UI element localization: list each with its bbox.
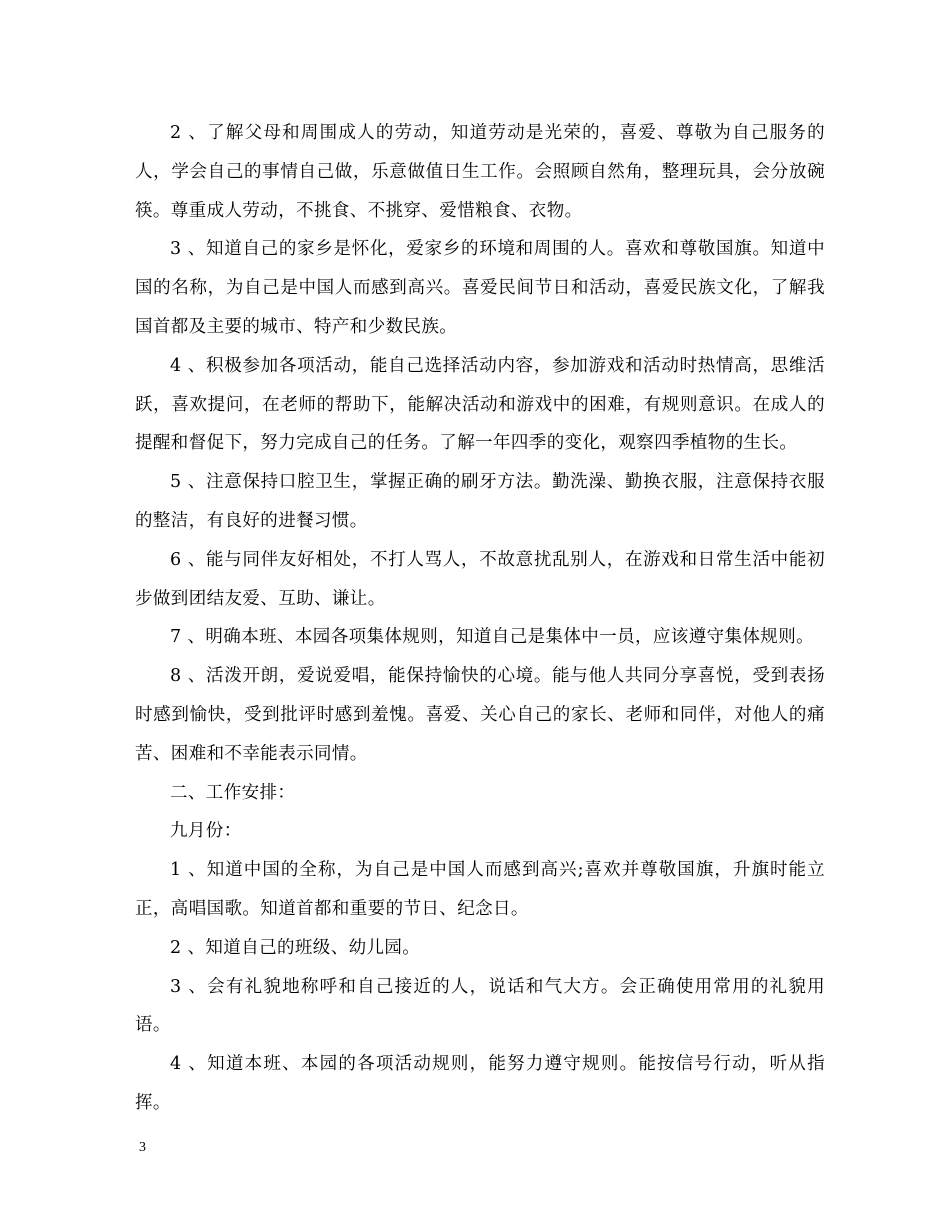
paragraph: 2 、了解父母和周围成人的劳动，知道劳动是光荣的，喜爱、尊敬为自己服务的人，学会自己的事情自己做，乐意做值日生工作。会照顾自然角，整理玩具，会分放碗筷。尊重成人劳动，不挑食、不挑穿、爱惜粮食、衣物。	[135, 123, 825, 221]
paragraph: 6 、能与同伴友好相处，不打人骂人，不故意扰乱别人，在游戏和日常生活中能初步做到团结友爱、互助、谦让。	[135, 549, 825, 609]
section-heading: 二、工作安排：	[170, 782, 296, 803]
paragraph: 7 、明确本班、本园各项集体规则，知道自己是集体中一员，应该遵守集体规则。	[170, 627, 814, 648]
page-number: 3	[139, 1140, 146, 1155]
month-heading: 九月份：	[170, 821, 242, 842]
paragraph: 3 、会有礼貌地称呼和自己接近的人，说话和气大方。会正确使用常用的礼貌用语。	[135, 976, 825, 1036]
paragraph: 4 、知道本班、本园的各项活动规则，能努力遵守规则。能按信号行动，听从指挥。	[135, 1054, 825, 1113]
paragraph: 5 、注意保持口腔卫生，掌握正确的刷牙方法。勤洗澡、勤换衣服，注意保持衣服的整洁，有良好的进餐习惯。	[135, 472, 825, 531]
paragraph: 3 、知道自己的家乡是怀化，爱家乡的环境和周围的人。喜欢和尊敬国旗。知道中国的名称，为自己是中国人而感到高兴。喜爱民间节日和活动，喜爱民族文化，了解我国首都及主要的城市、特产和少数民族。	[135, 239, 825, 337]
paragraph: 1 、知道中国的全称，为自己是中国人而感到高兴;喜欢并尊敬国旗，升旗时能立正，高唱国歌。知道首都和重要的节日、纪念日。	[135, 860, 825, 919]
body-text	[135, 114, 825, 1123]
paragraph: 4 、积极参加各项活动，能自己选择活动内容，参加游戏和活动时热情高，思维活跃，喜欢提问，在老师的帮助下，能解决活动和游戏中的困难，有规则意识。在成人的提醒和督促下，努力完成自己的任务。了解一年四季的变化，观察四季植物的生长。	[135, 355, 825, 454]
paragraph: 2 、知道自己的班级、幼儿园。	[170, 937, 421, 958]
paragraph: 8 、活泼开朗，爱说爱唱，能保持愉快的心境。能与他人共同分享喜悦，受到表扬时感到愉快，受到批评时感到羞愧。喜爱、关心自己的家长、老师和同伴，对他人的痛苦、困难和不幸能表示同情。	[135, 666, 825, 764]
